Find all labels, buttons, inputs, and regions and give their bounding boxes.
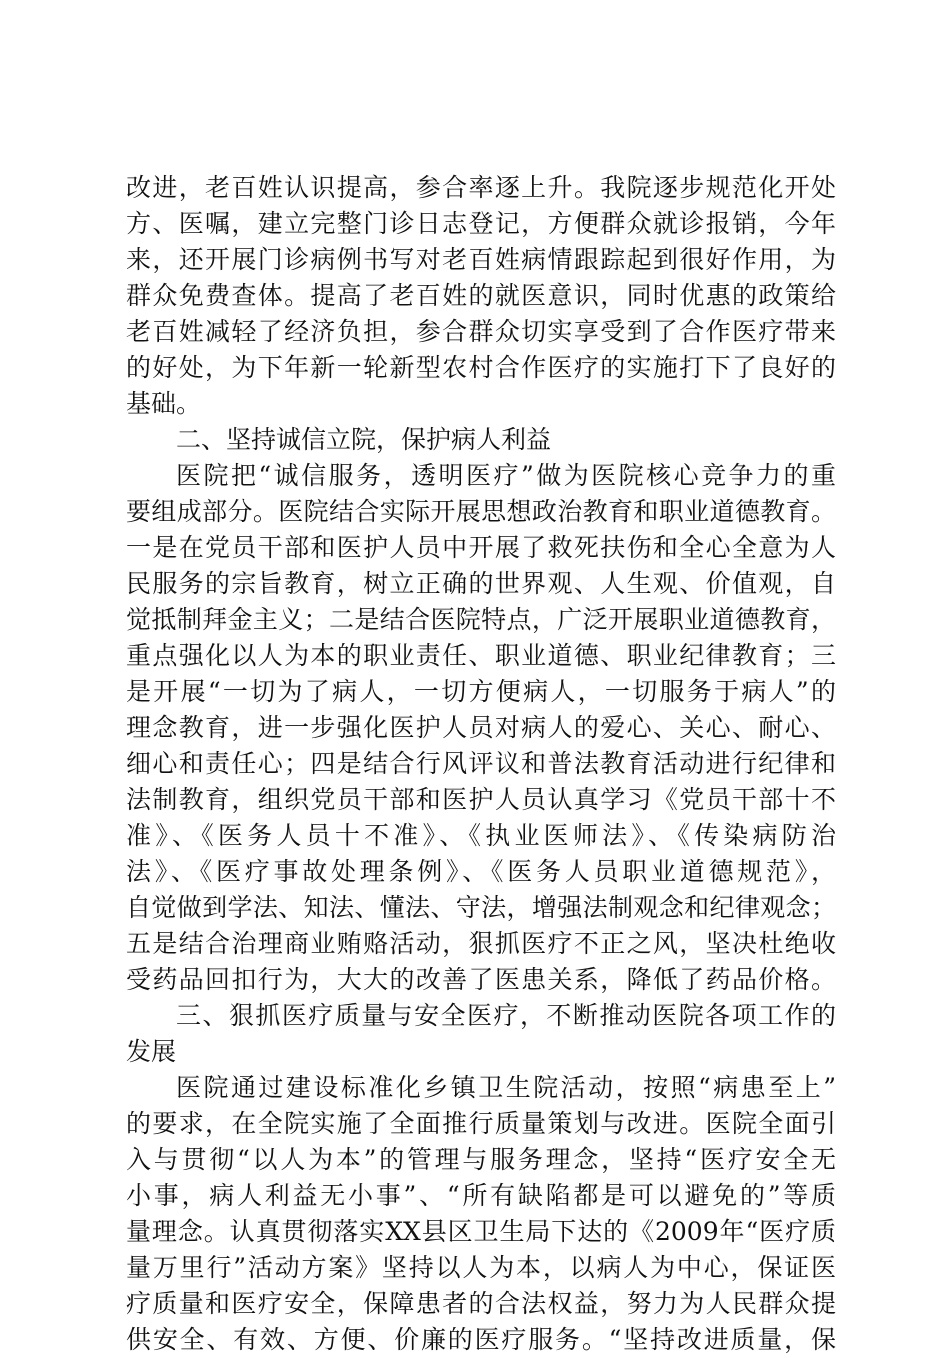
text-line: 疗质量和医疗安全，保障患者的合法权益，努力为人民群众提 xyxy=(126,1289,836,1318)
text-line: 的要求，在全院实施了全面推行质量策划与改进。医院全面引 xyxy=(126,1109,836,1138)
text-line: 准》、《医务人员十不准》、《执业医师法》、《传染病防治 xyxy=(126,821,836,850)
section-heading-continued: 发展 xyxy=(126,1037,177,1066)
text-line: 民服务的宗旨教育，树立正确的世界观、人生观、价值观，自 xyxy=(126,569,836,598)
text-line: 医院把“诚信服务，透明医疗”做为医院核心竞争力的重 xyxy=(176,461,836,490)
text-line: 群众免费查体。提高了老百姓的就医意识，同时优惠的政策给 xyxy=(126,281,836,310)
section-heading: 二、坚持诚信立院，保护病人利益 xyxy=(176,425,552,454)
text-line: 重点强化以人为本的职业责任、职业道德、职业纪律教育；三 xyxy=(126,641,836,670)
text-line: 量万里行”活动方案》坚持以人为本，以病人为中心，保证医 xyxy=(126,1253,836,1282)
text-line: 受药品回扣行为，大大的改善了医患关系，降低了药品价格。 xyxy=(126,965,836,994)
text-line: 法制教育，组织党员干部和医护人员认真学习《党员干部十不 xyxy=(126,785,836,814)
text-line: 要组成部分。医院结合实际开展思想政治教育和职业道德教育。 xyxy=(126,497,836,526)
text-line: 是开展“一切为了病人，一切方便病人，一切服务于病人”的 xyxy=(126,677,836,706)
document-body xyxy=(126,170,836,1358)
text-line: 基础。 xyxy=(126,389,202,418)
text-line: 来，还开展门诊病例书写对老百姓病情跟踪起到很好作用，为 xyxy=(126,245,836,274)
text-line: 量理念。认真贯彻落实XX县区卫生局下达的《2009年“医疗质 xyxy=(126,1217,836,1246)
text-line: 五是结合治理商业贿赂活动，狠抓医疗不正之风，坚决杜绝收 xyxy=(126,929,836,958)
text-line: 觉抵制拜金主义；二是结合医院特点，广泛开展职业道德教育， xyxy=(126,605,836,634)
text-line: 入与贯彻“以人为本”的管理与服务理念，坚持“医疗安全无 xyxy=(126,1145,836,1174)
text-line: 细心和责任心；四是结合行风评议和普法教育活动进行纪律和 xyxy=(126,749,836,778)
text-line: 供安全、有效、方便、价廉的医疗服务。“坚持改进质量，保 xyxy=(126,1325,836,1354)
text-line: 法》、《医疗事故处理条例》、《医务人员职业道德规范》， xyxy=(126,857,836,886)
section-heading: 三、狠抓医疗质量与安全医疗，不断推动医院各项工作的 xyxy=(176,1001,836,1030)
text-line: 的好处，为下年新一轮新型农村合作医疗的实施打下了良好的 xyxy=(126,353,836,382)
text-line: 方、医嘱，建立完整门诊日志登记，方便群众就诊报销，今年 xyxy=(126,209,836,238)
text-line: 一是在党员干部和医护人员中开展了救死扶伤和全心全意为人 xyxy=(126,533,836,562)
text-line: 医院通过建设标准化乡镇卫生院活动，按照“病患至上” xyxy=(176,1073,836,1102)
text-line: 改进，老百姓认识提高，参合率逐上升。我院逐步规范化开处 xyxy=(126,173,836,202)
text-line: 自觉做到学法、知法、懂法、守法，增强法制观念和纪律观念； xyxy=(126,893,836,922)
text-line: 老百姓减轻了经济负担，参合群众切实享受到了合作医疗带来 xyxy=(126,317,836,346)
text-line: 理念教育，进一步强化医护人员对病人的爱心、关心、耐心、 xyxy=(126,713,836,742)
text-line: 小事，病人利益无小事”、“所有缺陷都是可以避免的”等质 xyxy=(126,1181,836,1210)
